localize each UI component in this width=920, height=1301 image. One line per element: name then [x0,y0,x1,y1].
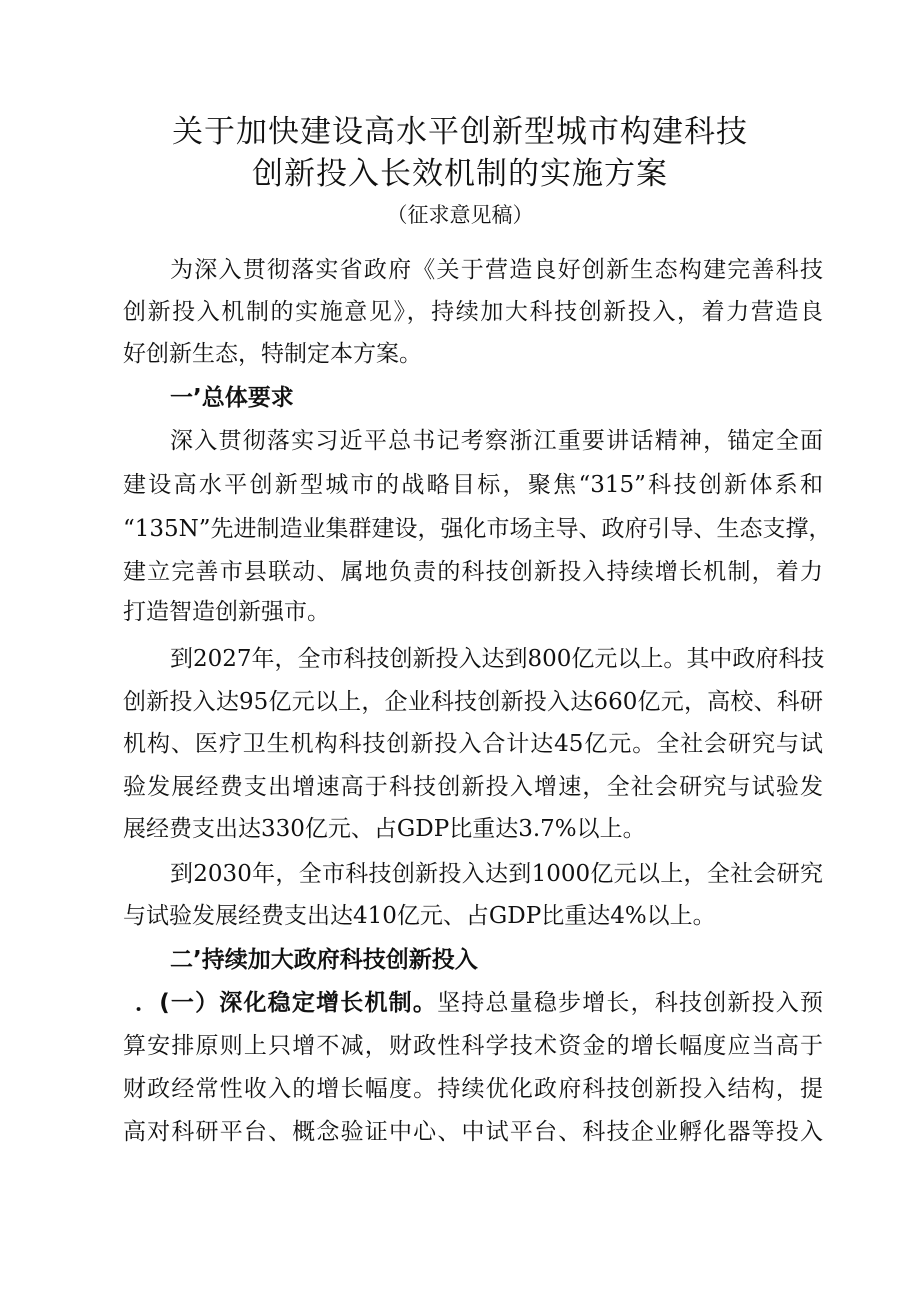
document-title-line-1: 关于加快建设高水平创新型城市构建科技 [172,114,748,150]
intro-line: 好创新生态，特制定本方案。 [123,341,422,367]
section1-para1-line: 建设高水平创新型城市的战略目标，聚焦“315”科技创新体系和 [123,472,823,498]
section1-para3-line: 与试验发展经费支出达410亿元、占GDP比重达4%以上。 [123,903,716,929]
item1-first-text: 坚持总量稳步增长，科技创新投入预 [437,990,824,1016]
section2-item1-line: 财政经常性收入的增长幅度。持续优化政府科技创新投入结构，提 [123,1076,823,1102]
section2-item1-line: 算安排原则上只增不减，财政性科学技术资金的增长幅度应当高于 [123,1033,823,1059]
intro-line: 创新投入机制的实施意见》，持续加大科技创新投入，着力营造良 [123,299,823,325]
section1-para1-line: 打造智造创新强市。 [123,599,330,625]
section1-para2-line: 展经费支出达330亿元、占GDP比重达3.7%以上。 [123,816,646,842]
document-subtitle: （征求意见稿） [386,203,534,227]
section1-para1-line: 建立完善市县联动、属地负责的科技创新投入持续增长机制，着力 [123,559,823,585]
section1-para1-line: 深入贯彻落实习近平总书记考察浙江重要讲话精神，锚定全面 [170,428,823,454]
section1-para1-line: “135N”先进制造业集群建设，强化市场主导、政府引导、生态支撑， [123,516,832,542]
section1-para3-line: 到2030年，全市科技创新投入达到1000亿元以上，全社会研究 [170,861,823,887]
section1-para2-line: 验发展经费支出增速高于科技创新投入增速，全社会研究与试验发 [123,774,823,800]
section1-para2-line: 机构、医疗卫生机构科技创新投入合计达45亿元。全社会研究与试 [123,731,823,757]
document-title-line-2: 创新投入长效机制的实施方案 [252,156,668,192]
section2-item1-line: 高对科研平台、概念验证中心、中试平台、科技企业孵化器等投入 [123,1119,823,1145]
intro-line: 为深入贯彻落实省政府《关于营造良好创新生态构建完善科技 [170,257,823,283]
section-heading-government-investment: 二’持续加大政府科技创新投入 [170,947,478,973]
section1-para2-line: 到2027年，全市科技创新投入达到800亿元以上。其中政府科技 [170,646,825,672]
section2-item1-first-line [135,992,823,1015]
item1-lead-text: ．(一）深化稳定增长机制。 [135,990,438,1016]
section1-para2-line: 创新投入达95亿元以上，企业科技创新投入达660亿元，高校、科研 [123,689,823,715]
section-heading-general-requirements: 一’总体要求 [170,385,294,411]
